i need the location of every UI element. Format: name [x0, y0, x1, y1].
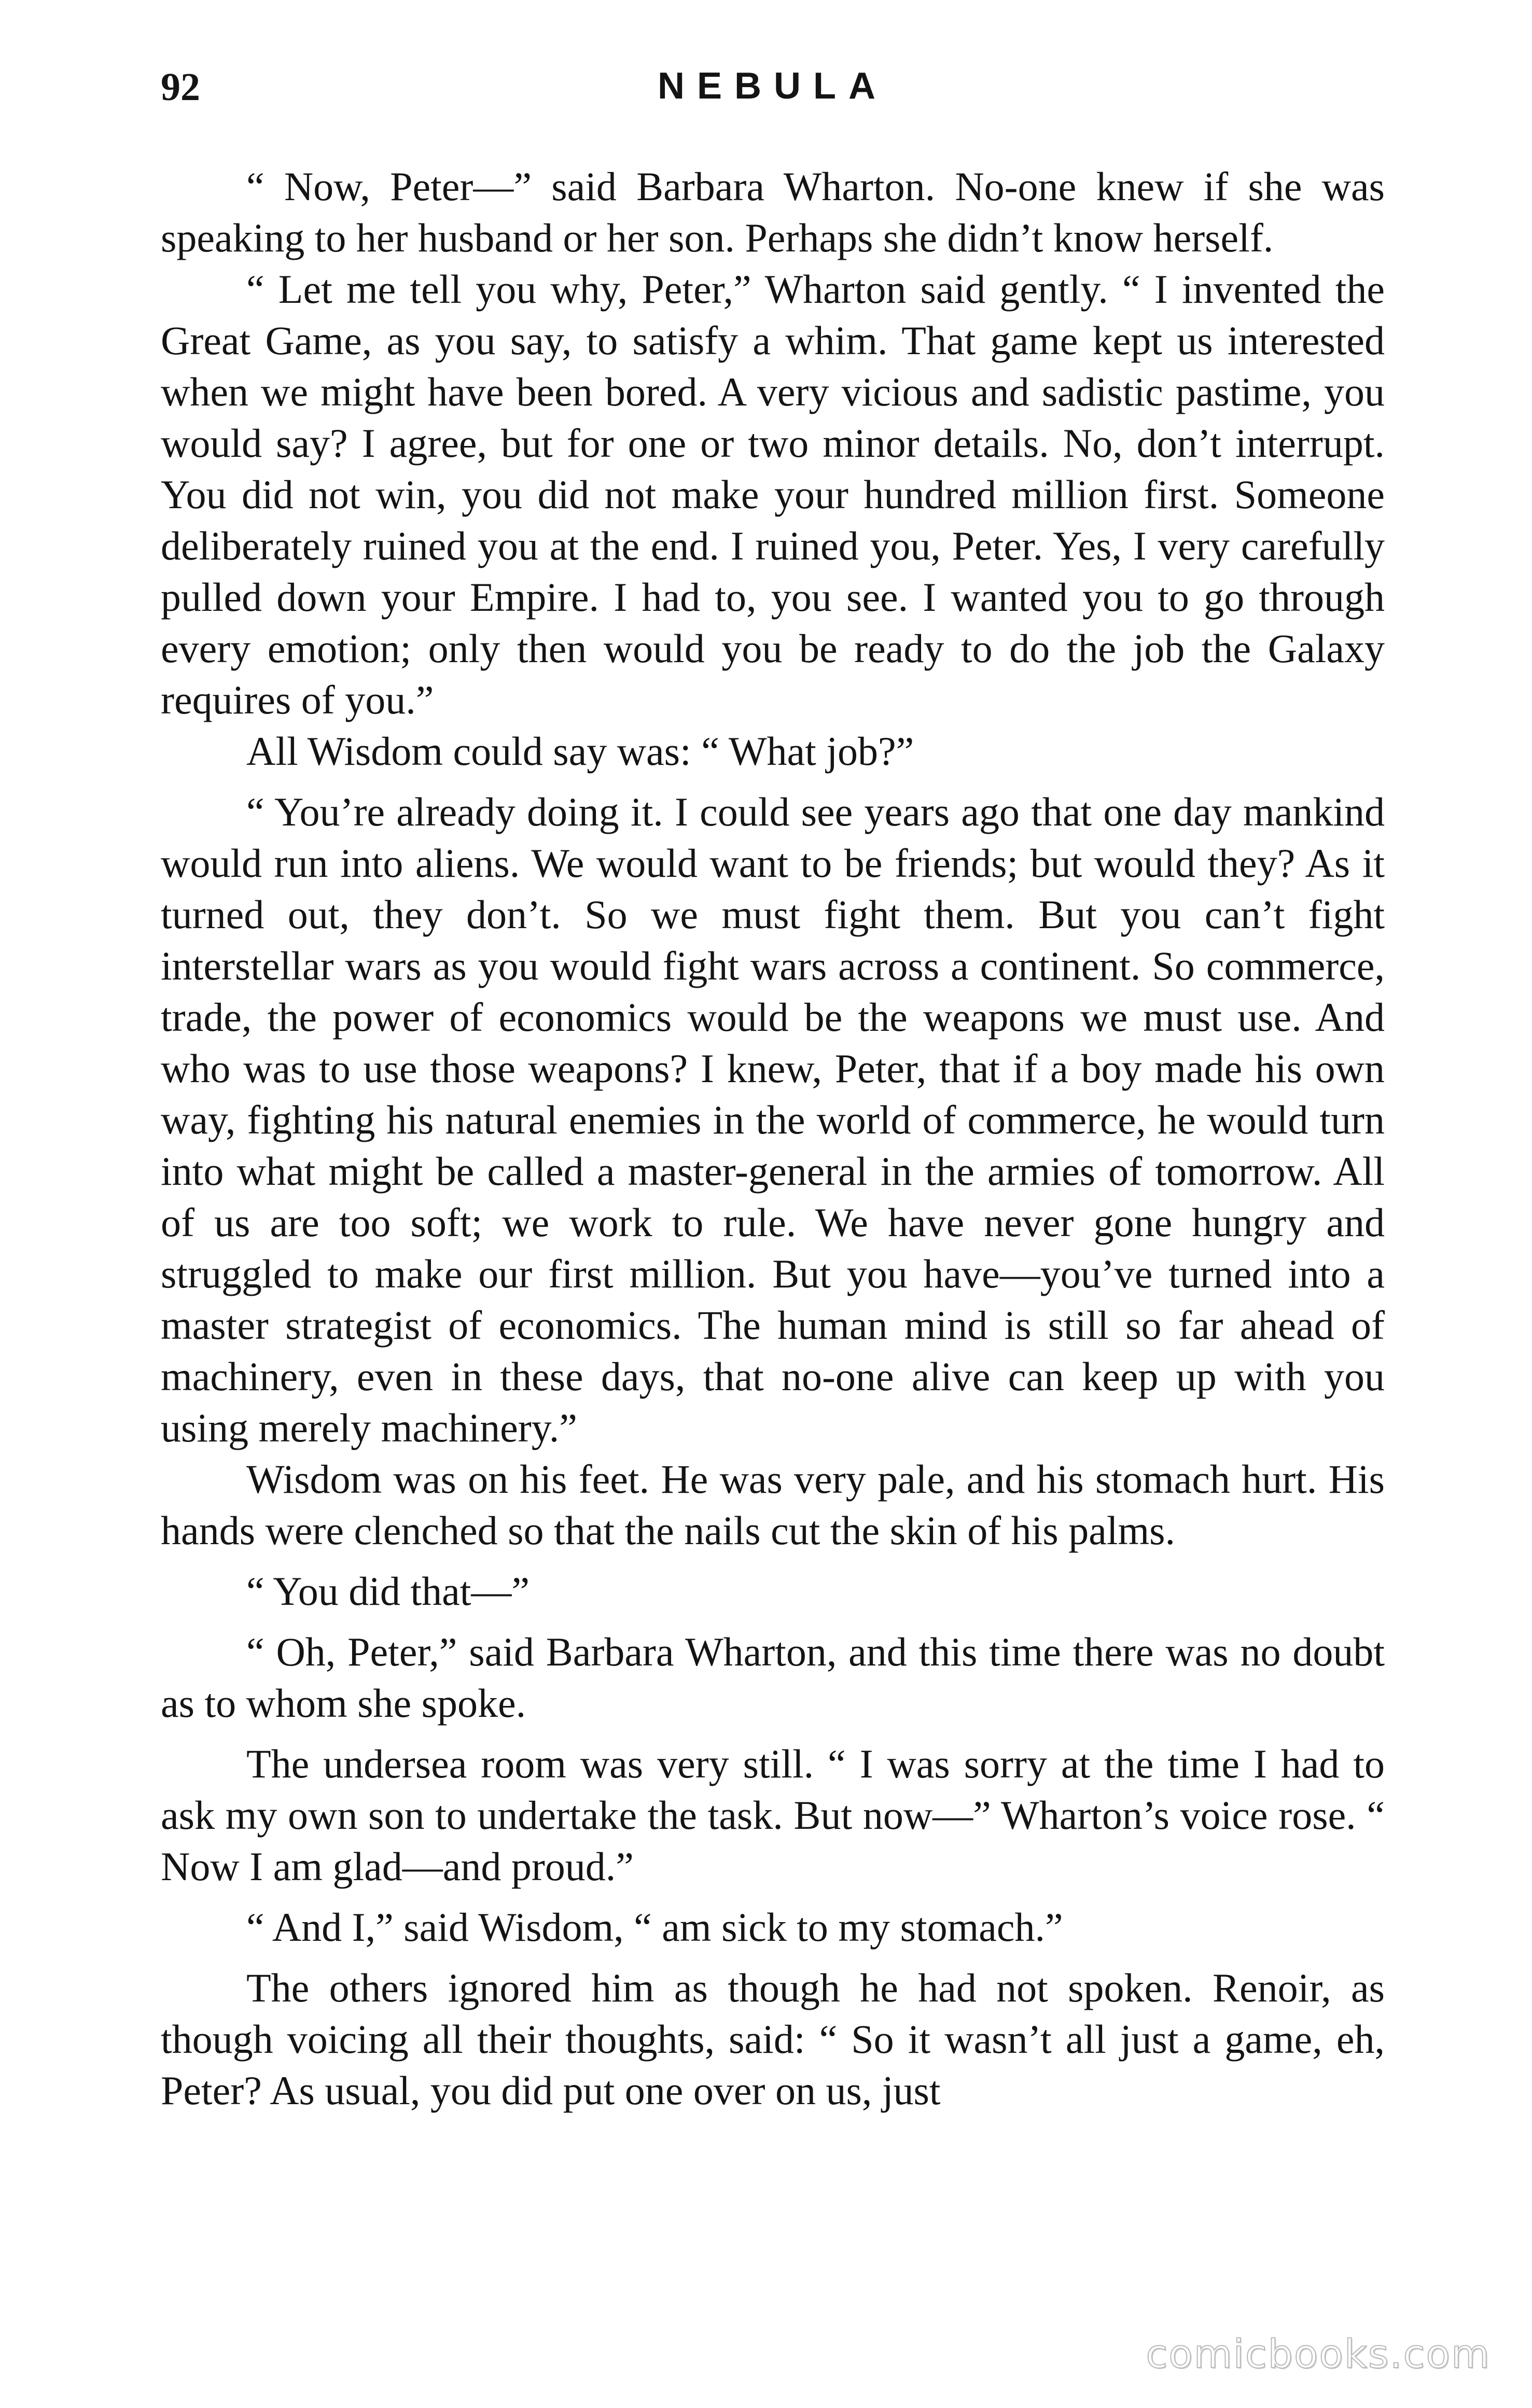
paragraph: All Wisdom could say was: “ What job?” [246, 729, 914, 774]
paragraph: The undersea room was very still. “ I was sorry at the time I had to ask my own son to undertake the task. But now—” Wharton’s voice rose. “ Now I am glad—and proud.” [161, 1741, 1385, 1889]
paragraph: “ You did that—” [246, 1569, 530, 1614]
paragraph: “ Now, Peter—” said Barbara Wharton. No-one knew if she was speaking to her husband or her son. Perhaps she didn’t know herself. [161, 164, 1385, 260]
page-header [161, 67, 1385, 130]
watermark: comicbooks.com [1146, 2331, 1491, 2377]
paragraph: “ Let me tell you why, Peter,” Wharton said gently. “ I invented the Great Game, as you say, to satisfy a whim. That game kept us interested when we might have been bored. A very vicious and sadistic pastime, you would say? I agree, but for one or two minor details. No, don’t interrupt. You did not win, you did not make your hundred million first. Someone deliberately ruined you at the end. I ruined you, Peter. Yes, I very carefully pulled down your Empire. I had to, you see. I wanted you to go through every emotion; only then would you be ready to do the job the Galaxy requires of you.” [161, 267, 1385, 722]
paragraph: The others ignored him as though he had not spoken. Renoir, as though voicing all their thoughts, said: “ So it wasn’t all just a game, eh, Peter? As usual, you did put one over on us, just [161, 1965, 1385, 2113]
body-text [161, 161, 1385, 2116]
page-number: 92 [161, 65, 200, 109]
paragraph: Wisdom was on his feet. He was very pale, and his stomach hurt. His hands were clenched so that the nails cut the skin of his palms. [161, 1457, 1385, 1553]
running-title: NEBULA [658, 65, 888, 107]
paragraph: “ Oh, Peter,” said Barbara Wharton, and this time there was no doubt as to whom she spoke. [161, 1629, 1385, 1726]
paragraph: “ And I,” said Wisdom, “ am sick to my stomach.” [246, 1905, 1063, 1950]
paragraph: “ You’re already doing it. I could see years ago that one day mankind would run into aliens. We would want to be friends; but would they? As it turned out, they don’t. So we must fight them. But you can’t fight interstellar wars as you would fight wars across a continent. So commerce, trade, the power of economics would be the weapons we must use. And who was to use those weapons? I knew, Peter, that if a boy made his own way, fighting his natural enemies in the world of commerce, he would turn into what might be called a master-general in the armies of tomorrow. All of us are too soft; we work to rule. We have never gone hungry and struggled to make our first million. But you have—you’ve turned into a master strategist of economics. The human mind is still so far ahead of machinery, even in these days, that no-one alive can keep up with you using merely machinery.” [161, 789, 1385, 1450]
